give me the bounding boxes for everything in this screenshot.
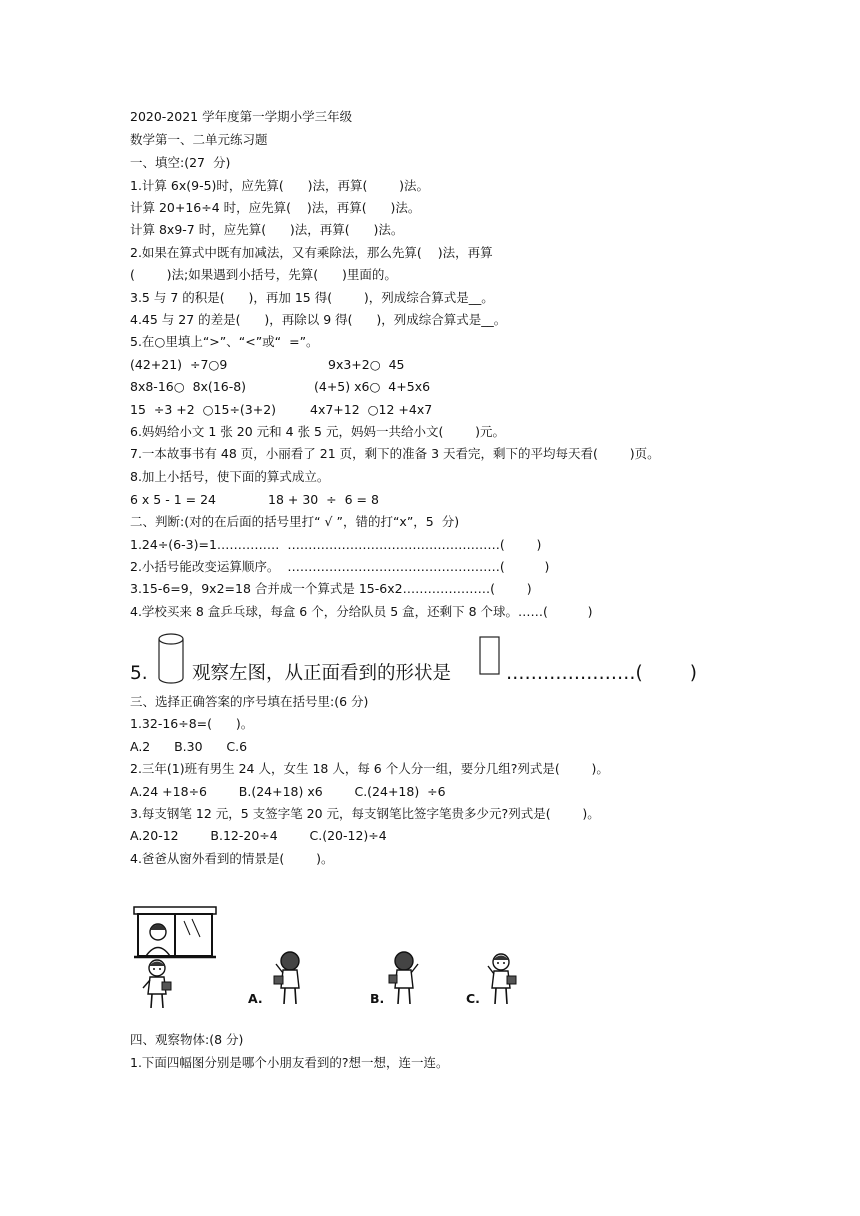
section-2-title: 二、判断:(对的在后面的括号里打“ √ ”，错的打“x”，5 分) (130, 514, 460, 529)
choice-2-options: A.24 +18÷6 B.(24+18) x6 C.(24+18) ÷6 (130, 784, 446, 799)
compare-row-3-right: 4x7+12 ○12 +4x7 (310, 402, 433, 417)
window-scene-icon (132, 905, 218, 961)
question-1-2a: 2.如果在算式中既有加减法，又有乘除法，那么先算( )法，再算 (130, 245, 493, 260)
judge-5-tail: …………………( ) (506, 663, 697, 684)
judge-3: 3.15-6=9，9x2=18 合并成一个算式是 15-6x2…………………( ) (130, 581, 532, 596)
question-1-1c: 计算 8x9-7 时，应先算( )法，再算( )法。 (130, 222, 404, 237)
child-front-view-c-icon (484, 952, 520, 1008)
question-1-4: 4.45 与 27 的差是( )，再除以 9 得( )，列成综合算式是__。 (130, 312, 507, 327)
judge-5-number: 5. (130, 663, 148, 684)
question-1-5: 5.在○里填上“>”、“<”或“ =”。 (130, 334, 319, 349)
section-1-title: 一、填空:(27 分) (130, 155, 231, 170)
judge-4: 4.学校买来 8 盒乒乓球，每盒 6 个，分给队员 5 盒，还剩下 8 个球。……( ) (130, 604, 593, 619)
question-1-8: 8.加上小括号，使下面的算式成立。 (130, 469, 330, 484)
observe-1: 1.下面四幅图分别是哪个小朋友看到的?想一想，连一连。 (130, 1055, 449, 1070)
question-1-1b: 计算 20+16÷4 时，应先算( )法，再算( )法。 (130, 200, 421, 215)
judge-2: 2.小括号能改变运算顺序。 ……………………………………………( ) (130, 559, 550, 574)
question-1-2b: ( )法;如果遇到小括号，先算( )里面的。 (130, 267, 397, 282)
question-1-1a: 1.计算 6x(9-5)时，应先算( )法，再算( )法。 (130, 178, 430, 193)
section-4-title: 四、观察物体:(8 分) (130, 1032, 244, 1047)
choice-1-options: A.2 B.30 C.6 (130, 739, 248, 754)
compare-row-3-left: 15 ÷3 +2 ○15÷(3+2) (130, 402, 277, 417)
judge-5-text: 观察左图，从正面看到的形状是 (192, 663, 452, 684)
child-back-view-b-icon (386, 950, 422, 1008)
section-3-title: 三、选择正确答案的序号填在括号里:(6 分) (130, 694, 369, 709)
compare-row-1-left: (42+21) ÷7○9 (130, 357, 228, 372)
rectangle-shape-icon (479, 636, 501, 676)
question-1-7: 7.一本故事书有 48 页，小丽看了 21 页，剩下的准备 3 天看完，剩下的平均每天看( )页。 (130, 446, 660, 461)
equation-a: 6 x 5 - 1 = 24 (130, 492, 216, 507)
compare-row-2-right: (4+5) x6○ 4+5x6 (314, 379, 431, 394)
worksheet-subtitle: 数学第一、二单元练习题 (130, 132, 268, 147)
option-a-label: A. (248, 991, 263, 1006)
compare-row-2-left: 8x8-16○ 8x(16-8) (130, 379, 247, 394)
choice-3: 3.每支钢笔 12 元，5 支签字笔 20 元，每支钢笔比签字笔贵多少元?列式是( )。 (130, 806, 600, 821)
option-c-label: C. (466, 991, 480, 1006)
choice-4: 4.爸爸从窗外看到的情景是( )。 (130, 851, 334, 866)
choice-3-options: A.20-12 B.12-20÷4 C.(20-12)÷4 (130, 828, 387, 843)
child-front-icon (140, 958, 176, 1012)
compare-row-1-right: 9x3+2○ 45 (328, 357, 405, 372)
worksheet-title: 2020-2021 学年度第一学期小学三年级 (130, 109, 353, 124)
equation-b: 18 + 30 ÷ 6 = 8 (268, 492, 379, 507)
choice-1: 1.32-16÷8=( )。 (130, 716, 254, 731)
child-back-view-a-icon (272, 950, 308, 1008)
question-1-3: 3.5 与 7 的积是( )，再加 15 得( )，列成综合算式是__。 (130, 290, 494, 305)
judge-1: 1.24÷(6-3)=1…………… ……………………………………………( ) (130, 537, 542, 552)
cylinder-icon (156, 632, 186, 686)
choice-2: 2.三年(1)班有男生 24 人，女生 18 人，每 6 个人分一组，要分几组?列式是( )。 (130, 761, 609, 776)
question-1-6: 6.妈妈给小文 1 张 20 元和 4 张 5 元，妈妈一共给小文( )元。 (130, 424, 506, 439)
option-b-label: B. (370, 991, 385, 1006)
